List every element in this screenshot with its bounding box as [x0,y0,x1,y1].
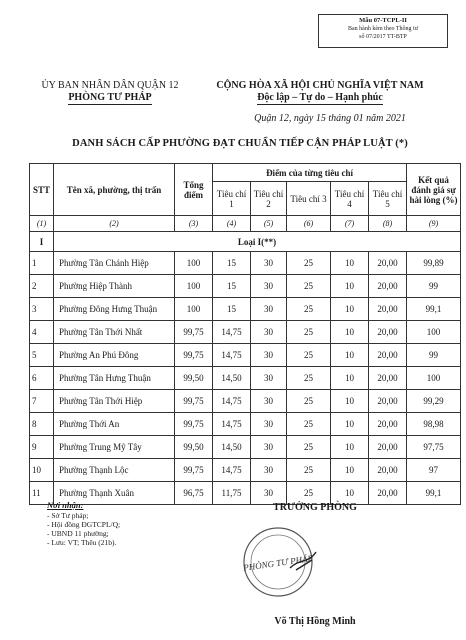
nation-name: CỘNG HÒA XÃ HỘI CHỦ NGHĨA VIỆT NAM [216,80,424,91]
header-criterion-1: Tiêu chí 1 [213,182,251,216]
cell-total: 99,75 [175,459,213,482]
col-num: (7) [331,216,369,232]
col-num: (1) [30,216,54,232]
cell-c5: 20,00 [369,436,407,459]
cell-result: 98,98 [407,413,461,436]
official-stamp [238,522,318,602]
cell-no: 5 [30,344,54,367]
cell-total: 100 [175,298,213,321]
header-total: Tổng điểm [175,164,213,216]
cell-c2: 30 [251,413,287,436]
signer-name: Võ Thị Hồng Minh [274,616,356,627]
cell-total: 99,75 [175,413,213,436]
cell-c4: 10 [331,298,369,321]
cell-c4: 10 [331,390,369,413]
header-criteria-group: Điểm của từng tiêu chí [213,164,407,182]
table-row [30,298,461,321]
cell-c5: 20,00 [369,298,407,321]
cell-result: 99,89 [407,252,461,275]
header-satisfaction: Kết quả đánh giá sự hài lòng (%) [407,164,461,216]
section-label: Loại I(**) [54,232,461,252]
cell-no: 10 [30,459,54,482]
table-row [30,367,461,390]
recipient-item: - Hội đồng ĐGTCPL/Q; [47,520,121,529]
recipients-list [47,511,120,547]
cell-result: 99,29 [407,390,461,413]
recipient-item: - Lưu: VT; Thêu (21b). [47,538,117,547]
header-name: Tên xã, phường, thị trấn [54,164,175,216]
header-criterion-5: Tiêu chí 5 [369,182,407,216]
cell-c3: 25 [287,321,331,344]
table-row [30,436,461,459]
department-name: PHÒNG TƯ PHÁP [68,92,152,103]
cell-c4: 10 [331,459,369,482]
cell-c3: 25 [287,436,331,459]
national-header [200,80,440,105]
cell-no: 1 [30,252,54,275]
table-row [30,344,461,367]
col-num: (5) [251,216,287,232]
cell-c5: 20,00 [369,275,407,298]
committee-name: ỦY BAN NHÂN DÂN QUẬN 12 [41,80,179,91]
cell-c2: 30 [251,344,287,367]
cell-c5: 20,00 [369,413,407,436]
stamp-text: PHÒNG TƯ PHÁP [242,553,314,573]
cell-name: Phường Trung Mỹ Tây [54,436,175,459]
cell-result: 99,1 [407,482,461,505]
cell-result: 99,1 [407,298,461,321]
cell-c5: 20,00 [369,367,407,390]
cell-result: 100 [407,367,461,390]
recipients-title: Nơi nhận: [47,500,84,510]
cell-c2: 30 [251,298,287,321]
cell-c5: 20,00 [369,344,407,367]
cell-c1: 15 [213,298,251,321]
cell-c4: 10 [331,436,369,459]
cell-c2: 30 [251,275,287,298]
table-row [30,390,461,413]
cell-name: Phường Tân Thới Nhất [54,321,175,344]
form-note-line2: số 07/2017 TT-BTP [359,34,407,40]
cell-name: Phường Tân Thới Hiệp [54,390,175,413]
cell-c5: 20,00 [369,252,407,275]
cell-name: Phường Thạnh Lộc [54,459,175,482]
cell-name: Phường Tân Hưng Thuận [54,367,175,390]
cell-total: 100 [175,275,213,298]
cell-c1: 14,75 [213,459,251,482]
cell-total: 99,50 [175,367,213,390]
cell-total: 99,75 [175,344,213,367]
cell-c3: 25 [287,367,331,390]
cell-total: 96,75 [175,482,213,505]
cell-c1: 14,75 [213,390,251,413]
cell-c1: 11,75 [213,482,251,505]
col-num: (6) [287,216,331,232]
cell-c4: 10 [331,344,369,367]
cell-name: Phường Đông Hưng Thuận [54,298,175,321]
document-title: DANH SÁCH CẤP PHƯỜNG ĐẠT CHUẨN TIẾP CẬN PHÁP LUẬT (*) [72,138,408,149]
cell-c2: 30 [251,367,287,390]
form-code: Mẫu 07-TCPL-II [359,17,407,24]
cell-c1: 14,75 [213,344,251,367]
cell-c4: 10 [331,321,369,344]
cell-name: Phường Thới An [54,413,175,436]
cell-c1: 15 [213,275,251,298]
cell-c1: 15 [213,252,251,275]
form-code-box [318,14,448,48]
cell-c3: 25 [287,298,331,321]
col-num: (8) [369,216,407,232]
cell-c1: 14,50 [213,367,251,390]
cell-no: 2 [30,275,54,298]
form-note-line1: Ban hành kèm theo Thông tư [348,26,418,32]
cell-result: 99 [407,344,461,367]
cell-result: 100 [407,321,461,344]
col-num: (2) [54,216,175,232]
cell-c2: 30 [251,482,287,505]
issuer-header [30,80,190,105]
cell-c5: 20,00 [369,482,407,505]
table-row [30,321,461,344]
section-row [30,232,461,252]
national-motto: Độc lập – Tự do – Hạnh phúc [257,92,383,103]
table-row [30,275,461,298]
cell-c2: 30 [251,459,287,482]
cell-result: 97,75 [407,436,461,459]
cell-no: 3 [30,298,54,321]
cell-c4: 10 [331,482,369,505]
document-date: Quận 12, ngày 15 tháng 01 năm 2021 [254,113,406,124]
cell-c5: 20,00 [369,390,407,413]
col-num: (3) [175,216,213,232]
column-number-row [30,216,461,232]
cell-no: 4 [30,321,54,344]
cell-c3: 25 [287,344,331,367]
cell-c1: 14,75 [213,413,251,436]
cell-c5: 20,00 [369,459,407,482]
cell-c4: 10 [331,367,369,390]
cell-no: 7 [30,390,54,413]
header-criterion-4: Tiêu chí 4 [331,182,369,216]
cell-total: 99,75 [175,321,213,344]
cell-name: Phường Tân Chánh Hiệp [54,252,175,275]
header-criterion-3: Tiêu chí 3 [287,182,331,216]
cell-c2: 30 [251,390,287,413]
cell-c3: 25 [287,413,331,436]
table-row [30,252,461,275]
cell-c2: 30 [251,321,287,344]
ranking-table [29,163,461,505]
table-row [30,413,461,436]
cell-name: Phường Thạnh Xuân [54,482,175,505]
header-criterion-2: Tiêu chí 2 [251,182,287,216]
recipient-item: - Sở Tư pháp; [47,511,89,520]
table-row [30,459,461,482]
cell-result: 99 [407,275,461,298]
cell-c2: 30 [251,436,287,459]
section-number: I [30,232,54,252]
cell-c4: 10 [331,252,369,275]
cell-no: 9 [30,436,54,459]
table-row [30,482,461,505]
cell-total: 99,75 [175,390,213,413]
cell-name: Phường An Phú Đông [54,344,175,367]
cell-c3: 25 [287,482,331,505]
cell-c4: 10 [331,413,369,436]
cell-c1: 14,75 [213,321,251,344]
cell-no: 8 [30,413,54,436]
cell-c4: 10 [331,275,369,298]
cell-c3: 25 [287,275,331,298]
cell-no: 6 [30,367,54,390]
cell-c3: 25 [287,252,331,275]
recipient-item: - UBND 11 phường; [47,529,109,538]
col-num: (4) [213,216,251,232]
cell-c5: 20,00 [369,321,407,344]
cell-c2: 30 [251,252,287,275]
cell-result: 97 [407,459,461,482]
cell-c3: 25 [287,459,331,482]
cell-name: Phường Hiệp Thành [54,275,175,298]
cell-total: 100 [175,252,213,275]
cell-c3: 25 [287,390,331,413]
signer-title: TRƯỞNG PHÒNG [273,502,357,513]
cell-total: 99,50 [175,436,213,459]
cell-no: 11 [30,482,54,505]
col-num: (9) [407,216,461,232]
cell-c1: 14,50 [213,436,251,459]
header-stt: STT [30,164,54,216]
